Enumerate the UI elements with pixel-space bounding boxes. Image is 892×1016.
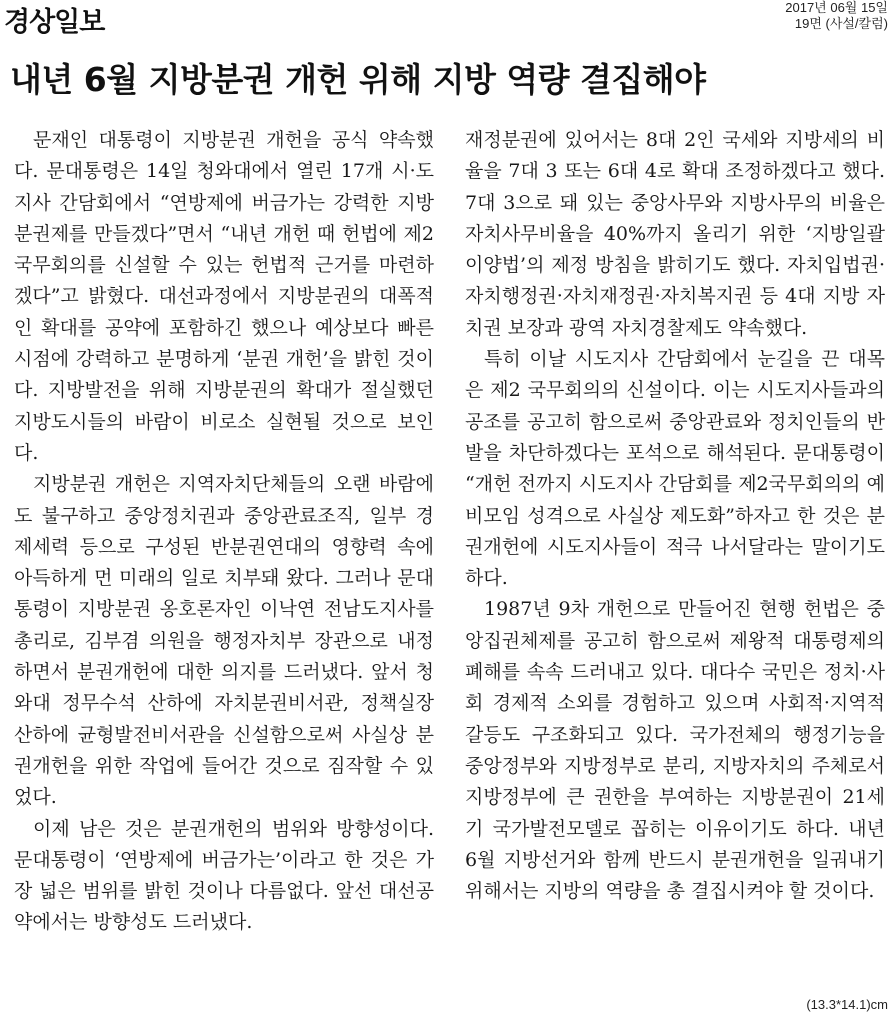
- article-paragraph: 1987년 9차 개헌으로 만들어진 현행 헌법은 중앙집권체제를 공고히 함으로써 제왕적 대통령제의 폐해를 속속 드러내고 있다. 대다수 국민은 정치·사회 경제적 소외를 경험하고 있으며 사회적·지역적 갈등도 구조화되고 있다. 국가전체의 행정기능을 중앙정부와 지방정부로 분리, 지방자치의 주체로서 지방정부에 큰 권한을 부여하는 지방분권이 21세기 국가발전모델로 꼽히는 이유이기도 하다. 내년 6월 지방선거와 함께 반드시 분권개헌을 일궈내기 위해서는 지방의 역량을 총 결집시켜야 할 것이다.: [465, 598, 885, 903]
- page-info: 19면 (사설/칼럼): [794, 16, 888, 31]
- article-headline: 내년 6월 지방분권 개헌 위해 지방 역량 결집해야: [10, 60, 706, 99]
- article-paragraph: 이제 남은 것은 분권개헌의 범위와 방향성이다. 문대통령이 ‘연방제에 버금가는’이라고 한 것은 가장 넓은 범위를 밝힌 것이나 다름없다. 앞선 대선공약에서는 방향성도 드러냈다.: [14, 817, 434, 934]
- article-paragraph: 지방분권 개헌은 지역자치단체들의 오랜 바람에도 불구하고 중앙정치권과 중앙관료조직, 일부 경제세력 등으로 구성된 반분권연대의 영향력 속에 아득하게 먼 미래의 일로 치부돼 왔다. 그러나 문대통령이 지방분권 옹호론자인 이낙연 전남도지사를 총리로, 김부겸 의원을 행정자치부 장관으로 내정하면서 분권개헌에 대한 의지를 드러냈다. 앞서 청와대 정무수석 산하에 자치분권비서관, 정책실장 산하에 균형발전비서관을 신설함으로써 사실상 분권개헌을 위한 작업에 들어간 것으로 짐작할 수 있었다.: [14, 473, 434, 809]
- article-paragraph: 문재인 대통령이 지방분권 개헌을 공식 약속했다. 문대통령은 14일 청와대에서 열린 17개 시·도지사 간담회에서 “연방제에 버금가는 강력한 지방분권제를 만들겠다”면서 “내년 개헌 때 헌법에 제2국무회의를 신설할 수 있는 헌법적 근거를 마련하겠다”고 밝혔다. 대선과정에서 지방분권의 대폭적인 확대를 공약에 포함하긴 했으나 예상보다 빠른 시점에 강력하고 분명하게 ‘분권 개헌’을 밝힌 것이다. 지방발전을 위해 지방분권의 확대가 절실했던 지방도시들의 바람이 비로소 실현될 것으로 보인다.: [14, 129, 434, 464]
- article-column-right: [465, 125, 885, 907]
- article-paragraph: 재정분권에 있어서는 8대 2인 국세와 지방세의 비율을 7대 3 또는 6대 4로 확대 조정하겠다고 했다. 7대 3으로 돼 있는 중앙사무와 지방사무의 비율은 자치사무비율을 40%까지 올리기 위한 ‘지방일괄이양법’의 제정 방침을 밝히기도 했다. 자치입법권·자치행정권·자치재정권·자치복지권 등 4대 지방 자치권 보장과 광역 자치경찰제도 약속했다.: [465, 129, 885, 339]
- publish-date: 2017년 06월 15일: [785, 0, 888, 15]
- article-paragraph: 특히 이날 시도지사 간담회에서 눈길을 끈 대목은 제2 국무회의의 신설이다. 이는 시도지사들과의 공조를 공고히 함으로써 중앙관료와 정치인들의 반발을 차단하겠다는 포석으로 해석된다. 문대통령이 “개헌 전까지 시도지사 간담회를 제2국무회의의 예비모임 성격으로 사실상 제도화”하자고 한 것은 분권개헌에 시도지사들이 적극 나서달라는 말이기도 하다.: [465, 348, 885, 590]
- article-column-left: [14, 125, 434, 939]
- newspaper-brand: 경상일보: [4, 7, 105, 38]
- clipping-size-note: (13.3*14.1)cm: [806, 997, 888, 1012]
- article-meta: [785, 0, 888, 32]
